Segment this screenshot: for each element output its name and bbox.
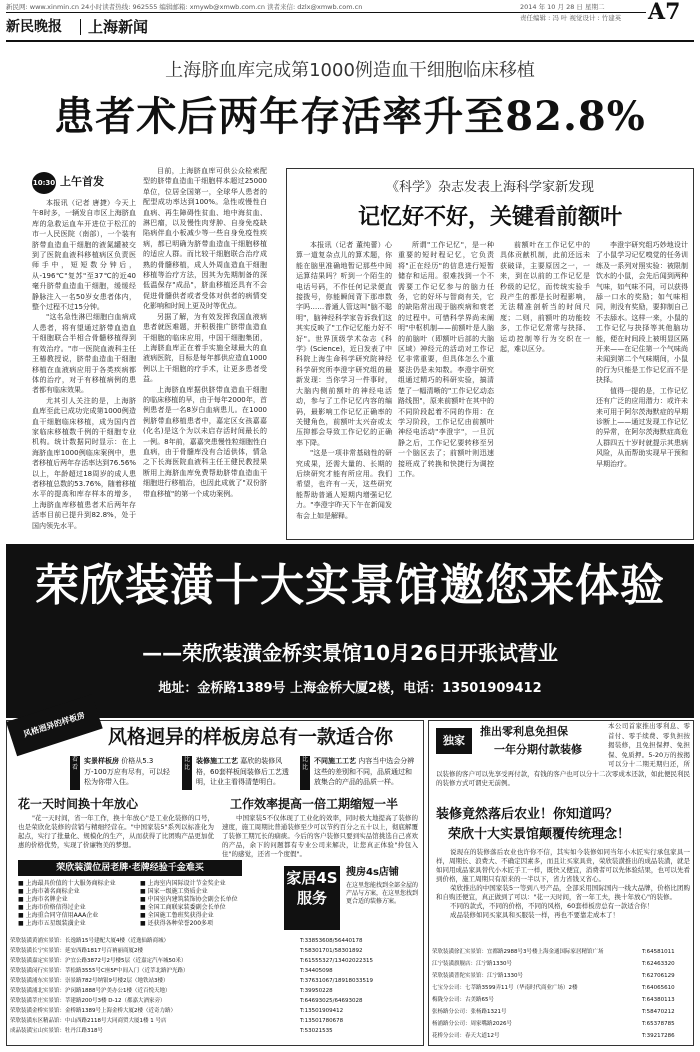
store-row [10,956,420,966]
left-ad-title: 风格迥异的样板房总有一款适合你 [108,726,394,748]
store-name: 江宁装潢旗舰店：江宁路1330号 [432,961,512,967]
right-slogan-top: 推出零利息免担保 [480,725,568,738]
science-paragraph: 李澄宇研究组巧妙地设计了小鼠学习记忆嗅觉的任务训练及一系列对照实验：被限制饮水的小鼠，会先后闻到两种气味，如气味不同，可以获得舔一口水的奖励；如气味相同，则没有奖励，要抑制自己不去舔水。这样一来，小鼠的工作记忆与抉择等其他脑功能，便在时间段上被明显区隔开来——在记住第一个气味尚未闻到第二个气味期间，小鼠的行为只能是工作记忆而不是抉择。 [596,241,688,385]
honor-label: 上海重合同守信用AAA企业 [25,912,99,919]
store-name: 荣欣装潢徐汇实景馆：宜都路2988号3号楼上海金通国际家居精馆广场 [432,949,604,955]
honor-label: 上海市价格信得过企业 [25,904,86,911]
home-4s-badge: 家居4S服务 [284,866,340,930]
efficiency-title: 工作效率提高一倍工期缩短一半 [230,797,399,811]
feature-title: 不同施工工艺 [314,757,356,765]
science-paragraph: 值得一提的是，工作记忆还有广泛的应用潜力：或许未来可用于阿尔茨海默症的早期诊断上——通过发现工作记忆的异常，在阿尔茨海默症高危人群四五十岁时就提示其患病风险，从而帮助实现早干预和早期治疗。 [596,386,688,468]
lead-headline: 患者术后两年存活率升至82.8% [54,93,646,140]
store-name: 荣欣装潢长宁实景馆：延安西路1817号百衲丽商厦2楼 [10,948,143,954]
science-paragraph: "这是一项非常基础性的研究成果，还需大量的、长期的后续研究才能有所应用。我们希望，也许有一天，这些研究能帮助普通人短期内增强记忆力。"李澄宇昨天下午在新闻发布会上如是解释。 [296,449,392,520]
science-column-2 [398,240,494,532]
question-paragraph: 说现在的装修落后农业也许你不信，其实如今装修如同当年小木匠实行承包家具一样，周期长、浪费大、不确定因素多，而且让买家具贵，荣欣装潢推出的成品装潢，就是如同用成品家具替代小木匠手工一样，既快又便宜，消费者可以先体验结果，也可以先看到价格，施工周期只有原来的一半以下，省力省钱又省心。 [436,848,690,883]
store-name: 荣欣装潢普陀实景馆：江宁路1330号 [432,973,523,979]
store-name: 荣欣装潢东区精品馆：中山西路2118号大同商贸大厦1楼 1 号店 [10,1018,167,1024]
lead-column-1 [32,198,136,536]
store-phone: T:58470212 [642,1009,675,1015]
honor-item: ■ 上海最具价值的十大服务商标企业 [18,880,116,887]
store-name: 荣欣装潢黄浦实景馆：长逸路15号建配大厦4楼（近逸仙路商城） [10,938,169,944]
science-paragraph: 本报讯（记者 董纯蕾）心算一道复杂点儿的算术题，你能在脑里准确地暂记那些中间运算结果吗？听到一个陌生的电话号码，不作任何记录便直接拨号，你能瞬间背下那串数字吗……普通人管这叫"脑不聪明"，脑神经科学家告诉我们这其实反映了"工作记忆能力好不好"。世界顶级学术杂志《科学》(Science)，近日发表了中科院上海生命科学研究院神经科学研究所李澄宇研究组的最新发现：当你学习一件事时，大脑内侧前额叶的神经电活动，参与了工作记忆内容的编码，最影响工作记忆正确率的关键角色，前额叶太兴奋或太压抑都会导致工作记忆的正确率下降。 [296,241,392,447]
question-paragraph: 不同的款式，不同的价格，不同的风格，60套样板房总有一款适合你！ [450,902,654,910]
honor-item: ■ 上海市著名商标企业 [18,888,80,895]
clock-icon [32,172,56,194]
store-row [10,986,420,996]
feature-item [314,756,418,792]
science-column-3 [500,240,590,532]
store-row [10,1026,420,1036]
honor-item: ■ 全国施工鲁班奖获得企业 [140,912,214,919]
honor-item: ■ 上海市价格信得过企业 [18,904,86,911]
feature-title: 装修施工工艺 [196,757,238,765]
efficiency-desc-text: 中国家装5不仅体现了工业化的效率，同时极大地提高了装修的速度，施工周期比普通装修至少可以节约百分之五十以上，彻底解覆了装修工期冗长的痼痰。今后的客户装修只要到实品馆挑选自己喜欢的产品，余下的问题都有专业公司来解决，让您真正体验"拎包入住"的感觉，还省一个度假"。 [222,814,418,858]
badge-label: 上午首发 [60,175,104,188]
lead-paragraph: 本报讯（记者 唐捷）今天上午8时多，一辆发自市区上海脐血库的急救运血车开进位于松江的市一人民医院（南部），一个装有脐带血造血干细胞的液氮罐被交到了医院血液科移植病区负责医师手中，短短数分钟后，从-196℃"复苏"至37℃的近40毫升脐带血造血干细胞，缓缓经静脉注入一名50岁女患者体内，整个过程不过15分钟。 [32,199,136,312]
store-phone: T:64693025/64693028 [300,998,363,1004]
question-paragraph: 荣欣推出的中国家装5一等到八号产品，全部采用国际国内一线大品牌，价格比团购和自购还便宜，真正做到了可以："花一天时间，省一年工夫，换十年放心"的装修。 [436,884,690,901]
honor-label: 上海市名牌企业 [25,896,68,903]
store-phone: T:39217286 [642,1033,675,1039]
ad-headline: 荣欣装潢十大实景馆邀您来体验 [35,560,665,611]
header-date: 2014 年 10 月 28 日 星期二 [520,3,605,11]
question-body [436,848,690,944]
question-subtitle: 荣欣十大实景馆颠覆传统理念！ [448,827,631,842]
store-row [432,1006,690,1018]
right-note [436,722,690,802]
badge-time: 10:30 [32,179,56,187]
store-row [10,946,420,956]
right-store-list [432,946,690,1042]
store-phone: T:13501909412 [300,1008,344,1014]
store-phone: T:64581011 [642,949,675,955]
honor-item: ■ 中国室内建筑装饰协会副会长单位 [140,896,238,903]
store-phone: T:33853608/56440178 [300,938,363,944]
lead-paragraph: 上海脐血库据供脐带血造血干细胞的临床移植的早，由于每年2000年，首例患者是一名8岁白血病患儿。在1000例脐带血移植患者中，嘉定区女孩嘉嘉(化名)是这个为以未启存活时间最长的一例。8年前，嘉嘉突患慢性粒细胞性白血病，由于骨髓库没有合适供体，情急之下长海医院血液科主任王健民教授果断用上海脐血库免费帮助脐带血造血干细胞进行移植治，也因此成就了"双份脐带血移植"的第一个成功案例。 [143,385,267,498]
science-headline: 记忆好不好，关键看前额叶 [357,205,622,230]
section-title: 上海新闻 [88,18,149,36]
day-desc-text: "花一天时间，省一年工作，换十年放心"是工业化装修的口号，也是荣欣化装修的营销与精细经营在。"中国家装5"系列以标准化为起点，实行了批量化、规模化的生产，从而获得了比团购产品更加优惠的价格优势，实现了价廉物美的梦想。 [18,814,214,849]
honor-item: ■ 全国工商联家装委副会长单位 [140,904,226,911]
exclusive-badge: 独家 [436,728,472,754]
store-row [10,996,420,1006]
store-name: 花桥分公司：春天大道12号 [432,1033,500,1039]
store-row [432,1030,690,1042]
store-phone: T:37631067/18918033519 [300,978,373,984]
feature-tag: 看看 [70,756,80,790]
efficiency-desc [222,814,418,856]
honors-list-a [18,880,136,928]
feature-title: 实景样板房 [84,757,119,765]
header-rule-bottom [6,40,694,42]
store-row [10,1006,420,1016]
science-paragraph: 前额叶在工作记忆中的具体贡献机制，此前还远未获破译，主要原因之一，一来，到在以前的工作记忆是秒级的记忆，而传统实验手段产生的都是长时程影响，无法精准剖析当的时间尺度；二则，前额叶的功能较多，工作记忆常常与抉择、运动控制等行为交织在一起，难以区分。 [500,241,590,354]
question-paragraph: 成品装修如同买家具和买服装一样，再也不要靠走成本了！ [450,911,619,919]
honor-label: 还获得各种荣誉200多项 [147,920,214,927]
lead-kicker: 上海脐血库完成第1000例造血干细胞临床移植 [165,60,535,81]
feature-tag: 比比 [300,756,310,790]
honor-label: 国家一级施工资质企业 [147,888,208,895]
right-note-text: 本公司首家推出零利息、零首付、零手续费、零负担按揭装修，且免担保押、免担保、免质押。5-20万的按揭可以分十二期无期归还，所以装修的客户可以先享受再付款，有钱的客户也可以分十二次零成本还款，如此便民利民的装修方式可谓史无前例。 [436,722,690,787]
page-number: A7 [648,0,681,25]
store-name: 荣欣装潢嘉定实景馆：沪宜公路3872号2号楼5层（近嘉定汽车城50米） [10,958,187,964]
store-phone: T:34405098 [300,968,333,974]
science-column-4 [596,240,688,532]
lead-paragraph: 另据了解，为有效发挥我国血液病患者就医难题，并积极推广脐带血造血干细胞的临床应用，中国干细胞集团，上海脐血库正在着手实施全球最大的血液病医院，目标是每年都供应造血1000例以上干细胞的疗手术，让更多患者受益。 [143,312,267,384]
header-topline: 新民网: www.xinmin.cn 24小时读者热线: 962555 编辑邮箱: xmywb@xmwb.com.cn 读者来信: dzlx@xmwb.com.cn [6,3,363,11]
header-divider [80,19,81,35]
store-name: 七宝分公司：七莘路3599弄11号（华南时代商业广场）2楼 [432,985,578,991]
store-name: 荣欣装潢金桥实景馆：金桥路1389号上海金桥大厦2楼（近奇力路） [10,1008,176,1014]
store-name: 荣欣装潢莘庄实景馆：莘建路200号3楼 D-12（都嘉大酒家旁） [10,998,166,1004]
feature-tag: 比比 [182,756,192,790]
store-row [10,976,420,986]
store-phone: T:39950228 [300,988,333,994]
store-row [432,958,690,970]
honor-label: 全国工商联家装委副会长单位 [147,904,226,911]
store-row [432,946,690,958]
left-ad-banner: 荣欣装潢位居老牌·老牌经验千金难买 [18,860,242,876]
store-row [10,1016,420,1026]
store-name: 荣欣装潢闵行实景馆：莘松路3555号C座5F中间入门（近莘北路沪光路） [10,968,189,974]
store-name: 荣欣装潢浦北实景馆：沪闵路1888号沪美办公1楼（近百悦天地） [10,988,171,994]
honor-item: ■ 上海重合同守信用AAA企业 [18,912,99,919]
note-float-spacer [436,722,608,762]
lead-paragraph: 目前，上海脐血库可供公众检索配型的脐带血造血干细胞样本超过25000单位，位居全国第一，全球华人患者的配型成功率达到100%。急性或慢性白血病、再生障碍性贫血、地中海贫血、淋巴瘤，以及慢性肉芽肿、自身免疫缺陷病伴血小板减少等一些自身免疫性疾病，都已明确为脐带血造血干细胞移植的适应人群。而比较干细胞联合治疗成熟的骨髓移植，成人外周血造血干细胞移植等治疗方法，因其为先期制备的深低温保存"成品"，脐血移植还具有不会促进骨髓供者或者受体对供者的病情变化影响和时间上更及时等优点。 [143,167,267,311]
store-name: 杨浦路分公司：周家嘴路2026号 [432,1021,512,1027]
honor-item: ■ 国家一级施工资质企业 [140,888,208,895]
ad-address: 地址：金桥路1389号 上海金桥大厦2楼，电话：13501909412 [158,681,542,696]
feature-desc: 嘉欣的装修风格，60套样板间装修后工艺透明，让业主看得清楚明白。 [196,757,289,786]
store-row [432,982,690,994]
honor-label: 中国室内建筑装饰协会副会长单位 [147,896,238,903]
store-phone: T:61555327/13402022315 [300,958,373,964]
feature-item [84,756,176,792]
feature-item [196,756,296,792]
store-row [432,994,690,1006]
store-phone: T:62706129 [642,973,675,979]
feature-desc: 内容当中选会分辨这些的差别和不同，品质通过和放集合的产品的品质一样。 [314,757,415,786]
left-store-list [10,936,420,1036]
ad-subheadline: ——荣欣装潢金桥实景馆10月26日开张试营业 [142,641,558,665]
store-name: 成品装潢宝山实景馆：牡丹江路318号 [10,1028,103,1034]
paper-name: 新民晚报 [6,19,62,35]
science-column-1 [296,240,392,532]
store-name: 梅陇分公司：古美路65号 [432,997,494,1003]
sohu-desc: 在这里您能找到全部全屋的产品与方案，在这里您找到更合适的装修方案。 [346,882,419,905]
store-phone: T:62463320 [642,961,675,967]
feature-desc: 价格从5.3万-100万应有尽有，可以轻松为你带入住。 [84,757,170,786]
lead-paragraph: "这名急性淋巴细胞白血病成人患者，将有望通过脐带血造血干细胞联合半相合骨髓移植得到有效治疗。"市一医院血液科主任王椿教授说，脐带血造血干细胞移植在血液病应用于各类疾病都体的治疗，对于有移植病例的患者都有临床效果。 [32,313,136,395]
store-row [10,966,420,976]
honor-item: ■ 上海市五星级装潢企业 [18,920,86,927]
honor-label: 上海室内国际设计节金奖企业 [147,880,226,887]
store-row [10,936,420,946]
store-name: 张杨路分公司：张杨路1321号 [432,1009,507,1015]
honor-item: ■ 上海市名牌企业 [18,896,68,903]
store-phone: T:58301701/58301892 [300,948,363,954]
store-name: 荣欣装潢浦东实景馆：崇景路782号纳银9号楼2层（地铁站3楼） [10,978,169,984]
header-rule-top [6,12,646,13]
feature-row [70,756,420,792]
honor-label: 全国施工鲁班奖获得企业 [147,912,214,919]
honor-label: 上海最具价值的十大服务商标企业 [25,880,116,887]
store-phone: T:64065610 [642,985,675,991]
honor-label: 上海市著名商标企业 [25,888,80,895]
sohu-title: 搜房4s店铺 [346,867,399,878]
honors-list-b [140,880,270,928]
honor-label: 上海市五星级装潢企业 [25,920,86,927]
store-phone: T:64380113 [642,997,675,1003]
day-title: 花一天时间换十年放心 [18,797,139,811]
honor-item: ■ 还获得各种荣誉200多项 [140,920,214,927]
store-row [432,970,690,982]
right-slogan-bottom: 一年分期付款装修 [494,743,582,756]
store-phone: T:53021535 [300,1028,333,1034]
store-phone: T:65378785 [642,1021,675,1027]
lead-paragraph: 尤其引人关注的是，上海脐血库至此已成功完成第1000例造血干细胞临床移植，成为国内首家临床移植数千例的干细胞专业机构。统计数据同时显示：在上海脐血库1000例临床案例中，患者移植后两年存活率达到76.56%以上，年龄超过18周岁的成人患者移植总数的53.76%，随着移植水平的提高和库存样本的增多，上海脐血库移植患者术后两年存活率目前已提升到82.8%，处于国内领先水平。 [32,396,136,530]
question-title: 装修竟然落后农业！你知道吗？ [436,807,619,822]
header-editors: 责任编辑 : 冯 叶 视觉设计 : 竹建英 [520,14,622,22]
day-desc [18,814,214,856]
science-kicker: 《科学》杂志发表上海科学家新发现 [385,180,594,195]
science-paragraph: 所谓"工作记忆"，是一种重要的短时程记忆，它负责将"正在经历"的信息进行短暂储存和运用。很难找到一个不需要工作记忆参与的脑力任务，它的好坏与智商有关，它的缺陷常出现于脑疾病和衰老的过程中。可惜科学界尚未阐明"中枢机制——前额叶是人脑的前脑叶（即额叶后部的大脑区域）神经元的活动对工作记忆非常重要，但具体怎么个重要法仍是未知数。李澄宇研究组通过精巧的科研实验，搞清楚了一幅清晰的"工作记忆动态路线图"，原来前额叶在其中的不同阶段起着不同的作用：在学习阶段，工作记忆由前额叶神经电活动"李澄宇"，一旦沉静之后，工作记忆要转移至另一个脑区去了；前额叶则迅速接班成了转换和快捷行为调控工作。 [398,241,494,478]
left-ad-ribbon: 风格迥异的样板房 [6,694,103,756]
store-row [432,1018,690,1030]
store-phone: T:13501780678 [300,1018,344,1024]
lead-column-2 [143,166,267,536]
honor-item: ■ 上海室内国际设计节金奖企业 [140,880,226,887]
